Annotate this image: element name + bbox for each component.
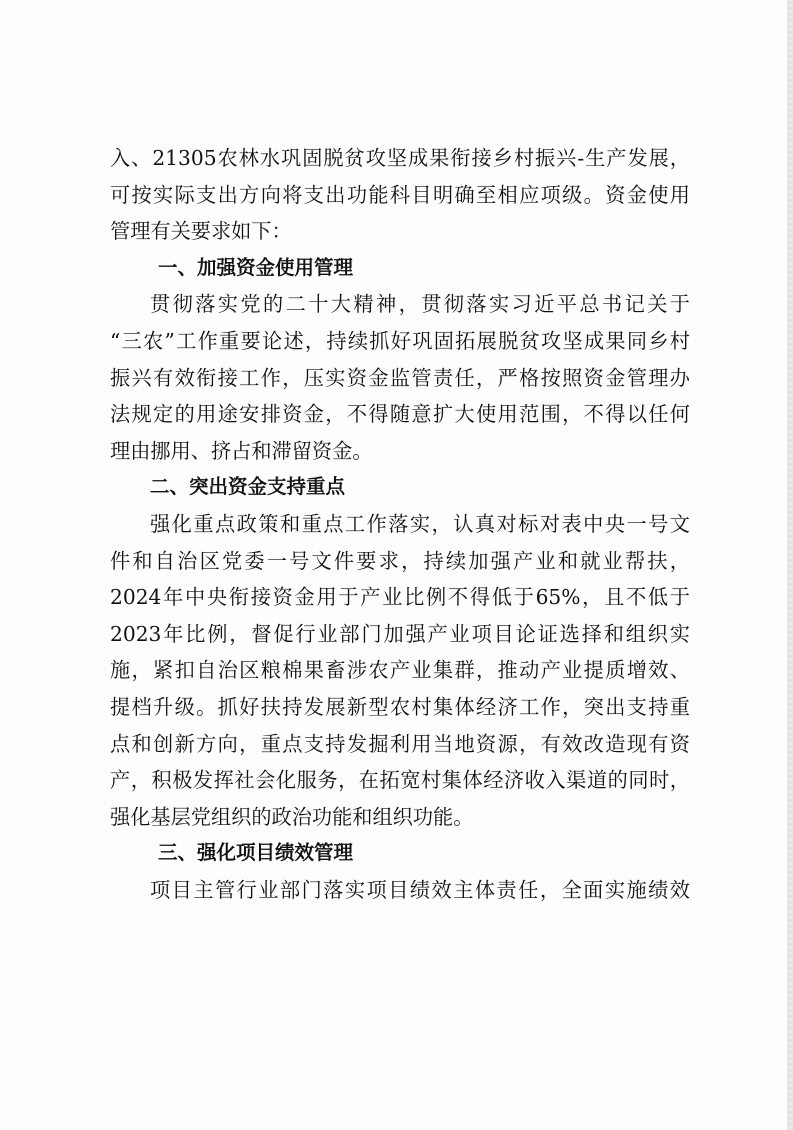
document-body xyxy=(110,140,690,908)
section-2-line-2: 件和自治区党委一号文件要求，持续加强产业和就业帮扶， xyxy=(110,548,690,573)
section-3-line-1: 项目主管行业部门落实项目绩效主体责任，全面实施绩效 xyxy=(150,877,690,902)
section-2-line-5: 施，紧扣自治区粮棉果畜涉农产业集群，推动产业提质增效、 xyxy=(110,658,690,683)
section-2-line-3: 2024年中央衔接资金用于产业比例不得低于65%，且不低于 xyxy=(110,585,690,610)
intro-line-1: 入、21305农林水巩固脱贫攻坚成果衔接乡村振兴-生产发展， xyxy=(110,146,690,170)
section-heading-3: 三、强化项目绩效管理 xyxy=(158,841,354,865)
scan-edge xyxy=(787,0,793,1130)
section-2-line-7: 点和创新方向，重点支持发掘利用当地资源，有效改造现有资 xyxy=(110,731,690,756)
section-1-line-4: 法规定的用途安排资金，不得随意扩大使用范围，不得以任何 xyxy=(110,402,690,427)
section-heading-1: 一、加强资金使用管理 xyxy=(158,255,354,279)
section-2-line-6: 提档升级。抓好扶持发展新型农村集体经济工作，突出支持重 xyxy=(110,694,690,719)
section-1-line-3: 振兴有效衔接工作，压实资金监管责任，严格按照资金管理办 xyxy=(110,365,690,390)
section-2-line-1: 强化重点政策和重点工作落实，认真对标对表中央一号文 xyxy=(150,511,690,536)
section-2-line-4: 2023年比例，督促行业部门加强产业项目论证选择和组织实 xyxy=(110,621,690,646)
section-heading-2: 二、突出资金支持重点 xyxy=(150,475,346,499)
intro-line-2: 可按实际支出方向将支出功能科目明确至相应项级。资金使用 xyxy=(110,182,690,207)
intro-line-3: 管理有关要求如下： xyxy=(110,219,292,244)
section-2-line-8: 产，积极发挥社会化服务，在拓宽村集体经济收入渠道的同时， xyxy=(110,768,690,793)
section-1-line-1: 贯彻落实党的二十大精神，贯彻落实习近平总书记关于 xyxy=(150,292,690,317)
section-2-line-9: 强化基层党组织的政治功能和组织功能。 xyxy=(110,804,474,829)
section-1-line-5: 理由挪用、挤占和滞留资金。 xyxy=(110,438,373,463)
section-1-line-2: “三农”工作重要论述，持续抓好巩固拓展脱贫攻坚成果同乡村 xyxy=(110,328,690,353)
